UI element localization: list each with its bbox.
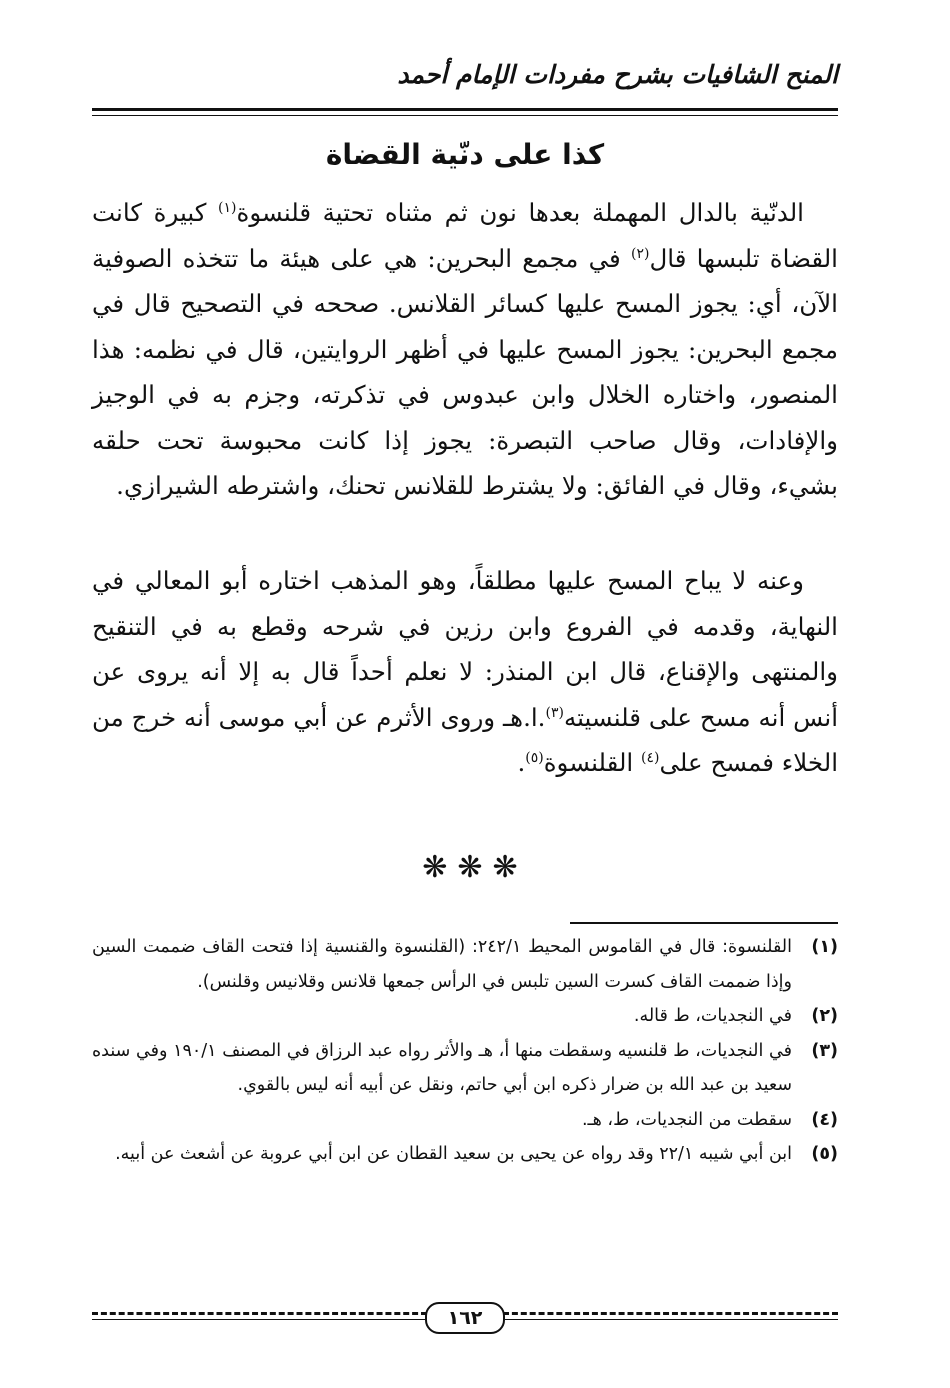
footnote-text: سقطت من النجديات، ط، هـ. (581, 1109, 792, 1130)
footnote-ref-5[interactable]: (٥) (525, 749, 544, 766)
footnote-ref-4[interactable]: (٤) (641, 749, 660, 766)
footnote-text: في النجديات، ط قلنسيه وسقطت منها أ، هـ والأثر رواه عبد الرزاق في المصنف ١٩٠/١ وفي سنده سعيد بن عبد الله بن ضرار ذكره ابن أبي حاتم، ونقل عن أبيه أنه ليس بالقوي. (92, 1040, 792, 1095)
section-divider-ornament: ❋❋❋ (422, 850, 528, 885)
paragraph-text: الدنّية بالدال المهملة بعدها نون ثم مثناه تحتية قلنسوة (236, 198, 804, 227)
footer-rule-left (92, 1319, 427, 1320)
footnote-number: (٣) (811, 1040, 838, 1061)
footer-dashed-rule-left (92, 1312, 427, 1315)
footnote-text: في النجديات، ط قاله. (633, 1006, 792, 1026)
running-header-title: المنح الشافيات بشرح مفردات الإمام أحمد (397, 60, 838, 89)
paragraph-text: .ا.هـ وروى الأثرم عن أبي موسى أنه خرج من الخلاء فمسح على (92, 702, 838, 777)
footnote-item (92, 1103, 838, 1138)
page-footer (92, 1306, 838, 1336)
page-number: ١٦٢ (425, 1302, 505, 1334)
paragraph-text: القلنسوة (543, 748, 642, 777)
footnote-number: (٥) (811, 1144, 838, 1164)
paragraph-text: . (517, 748, 526, 777)
header-rule-thick (92, 108, 838, 111)
paragraph-text: وعنه لا يباح المسح عليها مطلقاً، وهو المذهب اختاره أبو المعالي في النهاية، وقدمه في الفروع وابن رزين في شرحه وقطع به في التنقيح والمنتهى والإقناع، قال ابن المنذر: لا نعلم أحداً قال به إلا أنه يروى عن أنس أنه مسح على قلنسيته (92, 566, 839, 732)
footnote-item (92, 930, 838, 999)
footnote-text: القلنسوة: قال في القاموس المحيط ٢٤٢/١: (القلنسوة والقنسية إذا فتحت القاف ضممت السين وإذا ضممت القاف كسرت السين تلبس في الرأس جمعها قلانس وقلانيس وقلنس). (92, 937, 792, 992)
header-rule-thin (92, 115, 838, 116)
footnote-separator-rule (570, 922, 838, 924)
footnote-ref-3[interactable]: (٣) (545, 704, 564, 721)
footnotes-list (92, 930, 838, 1172)
footnote-number: (١) (811, 937, 838, 957)
footer-rule-right (503, 1319, 838, 1320)
paragraph-1 (92, 190, 838, 509)
footnote-item (92, 1137, 838, 1172)
footnote-ref-2[interactable]: (٢) (630, 245, 650, 262)
footer-dashed-rule-right (503, 1312, 838, 1315)
section-heading: كذا على دنّية القضاة (325, 138, 605, 171)
paragraph-2 (92, 558, 838, 786)
footnote-ref-1[interactable]: (١) (218, 199, 237, 216)
footnote-number: (٢) (811, 1006, 838, 1026)
footnote-number: (٤) (811, 1109, 838, 1130)
footnote-item (92, 1034, 838, 1103)
paragraph-text: كبيرة كانت القضاة تلبسها قال (92, 198, 838, 273)
footnote-text: ابن أبي شيبه ٢٢/١ وقد رواه عن يحيى بن سعيد القطان عن ابن أبي عروبة عن أشعث عن أبيه. (115, 1144, 792, 1164)
paragraph-text: في مجمع البحرين: هي على هيئة ما تتخذه الصوفية الآن، أي: يجوز المسح عليها كسائر القلانس. صححه في التصحيح قال في مجمع البحرين: يجوز المسح عليها في أظهر الروايتين، قال في نظمه: هذا المنصور، واختاره الخلال وابن عبدوس في تذكرته، وجزم به في الوجيز والإفادات، وقال صاحب التبصرة: يجوز إذا كانت محبوسة تحت حلقه بشيء، وقال في الفائق: ولا يشترط للقلانس تحنك، واشترطه الشيرازي. (92, 243, 838, 500)
footnote-item (92, 999, 838, 1034)
